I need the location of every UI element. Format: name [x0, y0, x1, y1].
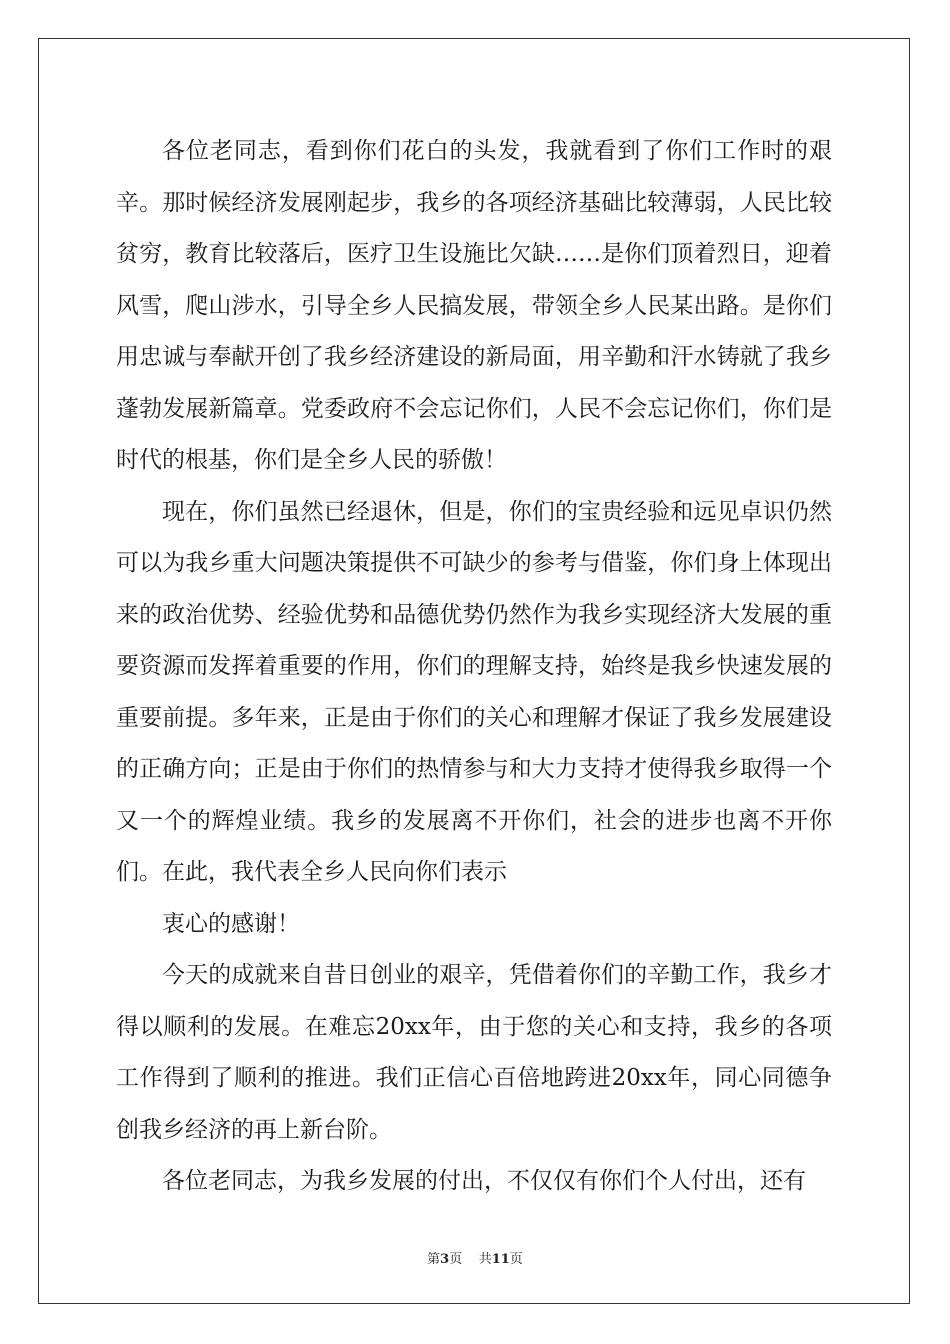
- page-suffix: 页: [449, 1252, 463, 1267]
- paragraph-2: 现在，你们虽然已经退休，但是，你们的宝贵经验和远见卓识仍然可以为我乡重大问题决策提供不可缺少的参考与借鉴，你们身上体现出来的政治优势、经验优势和品德优势仍然作为我乡实现经济大发展的重要资源而发挥着重要的作用，你们的理解支持，始终是我乡快速发展的重要前提。多年来，正是由于你们的关心和理解才保证了我乡发展建设的正确方向；正是由于你们的热情参与和大力支持才使得我乡取得一个又一个的辉煌业绩。我乡的发展离不开你们，社会的进步也离不开你们。在此，我代表全乡人民向你们表示: [116, 498, 832, 885]
- paragraph-5: 各位老同志，为我乡发展的付出，不仅仅有你们个人付出，还有: [162, 1168, 806, 1194]
- document-body: [116, 126, 832, 1208]
- paragraph-1: 各位老同志，看到你们花白的头发，我就看到了你们工作时的艰辛。那时候经济发展刚起步，我乡的各项经济基础比较薄弱，人民比较贫穷，教育比较落后，医疗卫生设施比欠缺……是你们顶着烈日，迎着风雪，爬山涉水，引导全乡人民搞发展，带领全乡人民某出路。是你们用忠诚与奉献开创了我乡经济建设的新局面，用辛勤和汗水铸就了我乡蓬勃发展新篇章。党委政府不会忘记你们，人民不会忘记你们，你们是时代的根基，你们是全乡人民的骄傲！: [116, 138, 832, 473]
- total-pages: 11: [491, 1252, 510, 1267]
- paragraph-3: 衷心的感谢！: [162, 910, 300, 937]
- paragraph-4: 今天的成就来自昔日创业的艰辛，凭借着你们的辛勤工作，我乡才得以顺利的发展。在难忘20xx年，由于您的关心和支持，我乡的各项工作得到了顺利的推进。我们正信心百倍地跨进20xx年，同心同德争创我乡经济的再上新台阶。: [116, 962, 832, 1143]
- page-number: 3: [440, 1252, 450, 1267]
- page-footer: [0, 1248, 950, 1267]
- total-suffix: 页: [509, 1252, 523, 1267]
- total-prefix: 共: [478, 1252, 492, 1267]
- page-prefix: 第: [427, 1252, 441, 1267]
